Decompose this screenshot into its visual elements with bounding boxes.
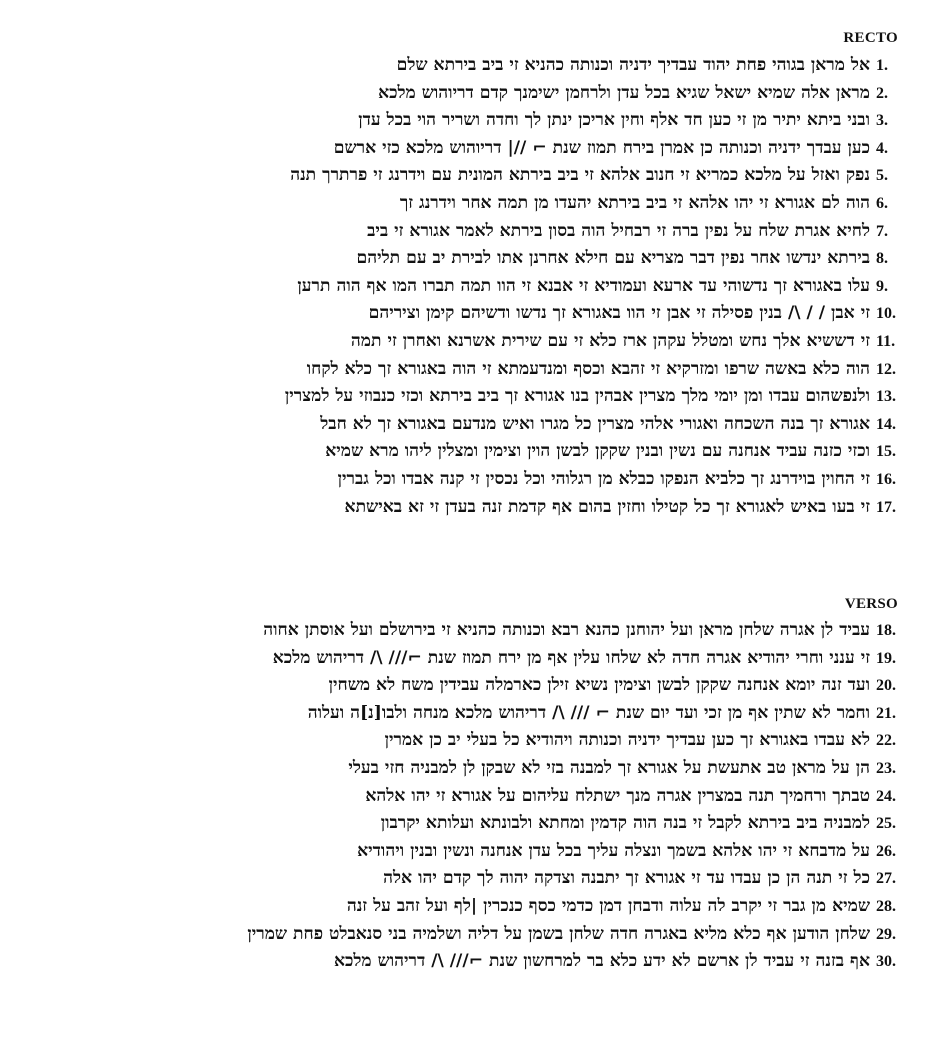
line-text: אגורא זך בנה השכחה ואגורי אלהי מצרין כל מגרו ואיש מנדעם באגורא זך לא חבל — [320, 413, 870, 434]
line-number: 26. — [876, 842, 896, 860]
text-line — [285, 135, 910, 163]
line-number: 3. — [876, 112, 888, 130]
recto-heading: RECTO — [843, 30, 898, 46]
line-number: 18. — [876, 622, 896, 639]
text-line — [285, 273, 910, 301]
line-text: זי אבן / / \/ בנין פסילה זי אבן זי הוו באגורא זך נדשו ודשיהם קימן וציריהם — [368, 303, 870, 324]
line-number: 12. — [876, 360, 896, 378]
line-number: 8. — [876, 250, 888, 268]
line-text: נפק ואזל על מלכא כמריא זי חנוב אלהא זי ביב בירתא המונית עם וידרנג זי פרתרך תנה — [290, 165, 870, 186]
line-text: כען עבדך ידניה וכנותה כן אמרן בירח תמוז שנת ⌐ //| דריוהוש מלכא כזי ארשם — [333, 137, 870, 158]
line-text: בירתא ינדשו אחר נפין דבר מצריא עם חילא אחרנן אתו לבירת יב עם תליהם — [356, 248, 870, 269]
line-number: 17. — [876, 498, 896, 516]
verso-heading: VERSO — [844, 596, 898, 612]
text-line — [285, 245, 910, 273]
line-number: 25. — [876, 815, 896, 833]
line-number: 20. — [876, 677, 896, 695]
line-number: 14. — [876, 415, 896, 433]
line-text: לא עבדו באגורא זך כען עבדיך ידניה וכנותה ויהודיא כל בעלי יב כן אמרין — [384, 730, 870, 751]
text-line — [247, 893, 910, 921]
line-text: זי החוין בוידרנג זך כלביא הנפקו כבלא מן רגלוהי וכל נכסין זי קנה אבדו וכל גברין — [337, 468, 870, 489]
text-line — [247, 948, 910, 976]
line-text: כל זי תנה הן כן עבדו עד זי אגורא זך יתבנה וצדקה יהוה לך קדם יהו אלה — [383, 868, 870, 889]
line-text: ולנפשהום עבדו ומן יומי מלך מצרין אבהין בנו אגורא זך ביב בירתא וכזי כנבוזי על למצרין — [284, 386, 870, 407]
line-number: 9. — [876, 277, 888, 295]
text-line — [285, 162, 910, 190]
line-number: 27. — [876, 870, 896, 888]
line-number: 5. — [876, 167, 888, 185]
text-line — [285, 438, 910, 466]
line-text: ועד זנה יומא אנחנה שקקן לבשן וצימין נשיא זילן כארמלה עבידין משח לא משחין — [328, 675, 870, 696]
text-line — [247, 865, 910, 893]
line-number: 15. — [876, 443, 896, 461]
text-line — [285, 411, 910, 439]
line-text: אל מראן בגוהי פחת יהוד עבדיך ידניה וכנותה כהניא זי ביב בירתא שלם — [396, 55, 870, 75]
line-text: טבתך ורחמיך תנה במצרין אגרה מנך ישתלח עליהום על אגורא זי יהו אלהא — [365, 785, 870, 806]
line-text: שמיא מן גבר זי יקרב לה עלוה ודבחן דמן כדמי כסף כנכרין |לף ועל זהב על זנה — [346, 895, 870, 916]
text-line — [285, 466, 910, 494]
text-line — [247, 672, 910, 700]
text-line — [285, 52, 910, 80]
text-line — [247, 755, 910, 783]
line-number: 1. — [876, 57, 888, 74]
text-line — [285, 300, 910, 328]
line-text: הן על מראן טב אתעשת על אגורא זך למבנה בזי לא שבקן לן למבניה חזי בעלי — [348, 757, 870, 778]
line-number: 11. — [876, 332, 896, 350]
text-line — [247, 700, 910, 728]
line-number: 21. — [876, 704, 896, 722]
text-line — [285, 328, 910, 356]
line-number: 29. — [876, 925, 896, 943]
line-number: 23. — [876, 759, 896, 777]
text-line — [285, 190, 910, 218]
line-number: 4. — [876, 139, 888, 157]
recto-text-block — [285, 52, 910, 521]
text-line — [247, 921, 910, 949]
text-line — [285, 494, 910, 522]
line-number: 24. — [876, 787, 896, 805]
line-text: על מדבחא זי יהו אלהא בשמך ונצלה עליך בכל עדן אנחנה ונשין ובנין ויהודיא — [357, 840, 870, 861]
line-number: 28. — [876, 897, 896, 915]
line-text: הוה כלא באשה שרפו ומזרקיא זי זהבא וכסף ומנדעמתא זי הוה באגורא זך כלא לקחו — [306, 358, 870, 379]
line-text: לחיא אגרת שלח על נפין ברה זי רבחיל הוה בסון בירתא לאמר אגורא זי ביב — [367, 220, 870, 241]
line-text: הוה לם אגורא זי יהו אלהא זי ביב בירתא יהעדו מן תמה אחר וידרנג זך — [399, 192, 870, 213]
text-line — [285, 80, 910, 108]
line-number: 16. — [876, 470, 896, 488]
line-number: 10. — [876, 305, 896, 323]
line-text: מראן אלה שמיא ישאל שגיא בכל עדן ולרחמן ישימנך קדם דריוהוש מלכא — [378, 82, 870, 103]
text-line — [247, 783, 910, 811]
line-number: 2. — [876, 84, 888, 102]
text-line — [285, 356, 910, 384]
line-text: וחמר לא שתין אף מן זכי ועד יום שנת ⌐ /// \/ דריהוש מלכא מנחה ולבו[נ]ה ועלוה — [307, 702, 870, 723]
line-text: ובני ביתא יתיר מן זי כען חד אלף וחין אריכן ינתן לך וחדה ושריר הוי בכל עדן — [358, 110, 870, 131]
line-text: שלחן הודען אף כלא מליא באגרה חדה שלחן בשמן על דליה ושלמיה בני סנאבלט פחת שמרין — [247, 923, 870, 944]
line-number: 7. — [876, 222, 888, 240]
text-line — [247, 810, 910, 838]
line-text: זי דששיא אלך נחש ומטלל עקהן ארז כלא זי עם שירית אשרנא ואחרן זי תמה — [350, 330, 870, 351]
line-text: וכזי כזנה עביד אנחנה עם נשין ובנין שקקן לבשן הוין וצימין ומצלין ליהו מרא שמיא — [325, 441, 870, 462]
line-text: אף בזנה זי עביד לן ארשם לא ידע כלא בר למרחשון שנת ⌐/// \/ דריהוש מלכא — [333, 951, 870, 972]
line-number: 19. — [876, 649, 896, 667]
line-text: זי בעו באיש לאגורא זך כל קטילו וחזין בהום אף קדמת זנה בעדן זי זא באישתא — [344, 496, 870, 517]
text-line — [247, 645, 910, 673]
line-text: עביד לן אגרה שלחן מראן ועל יהוחנן כהנא רבא וכנותה כהניא זי בירושלם ועל אוסתן אחוה — [263, 620, 870, 640]
verso-text-block — [247, 617, 910, 976]
line-number: 22. — [876, 732, 896, 750]
line-number: 6. — [876, 194, 888, 212]
line-text: זי ענני וחרי יהודיא אגרה חדה לא שלחו עלין אף מן ירח תמוז שנת ⌐/// \/ דריהוש מלכא — [272, 647, 870, 668]
text-line — [247, 727, 910, 755]
line-text: עלו באגורא זך נדשוהי עד ארעא ועמודיא זי אבנא זי הוו תמה תברו המו אף הוה תרען — [297, 275, 870, 296]
text-line — [285, 218, 910, 246]
text-line — [247, 617, 910, 645]
text-line — [247, 838, 910, 866]
line-number: 30. — [876, 953, 896, 971]
line-text: למבניה ביב בירתא לקבל זי בנה הוה קדמין ומחתא ולבונתא ועלותא יקרבון — [380, 813, 870, 834]
text-line — [285, 383, 910, 411]
line-number: 13. — [876, 388, 896, 406]
text-line — [285, 107, 910, 135]
